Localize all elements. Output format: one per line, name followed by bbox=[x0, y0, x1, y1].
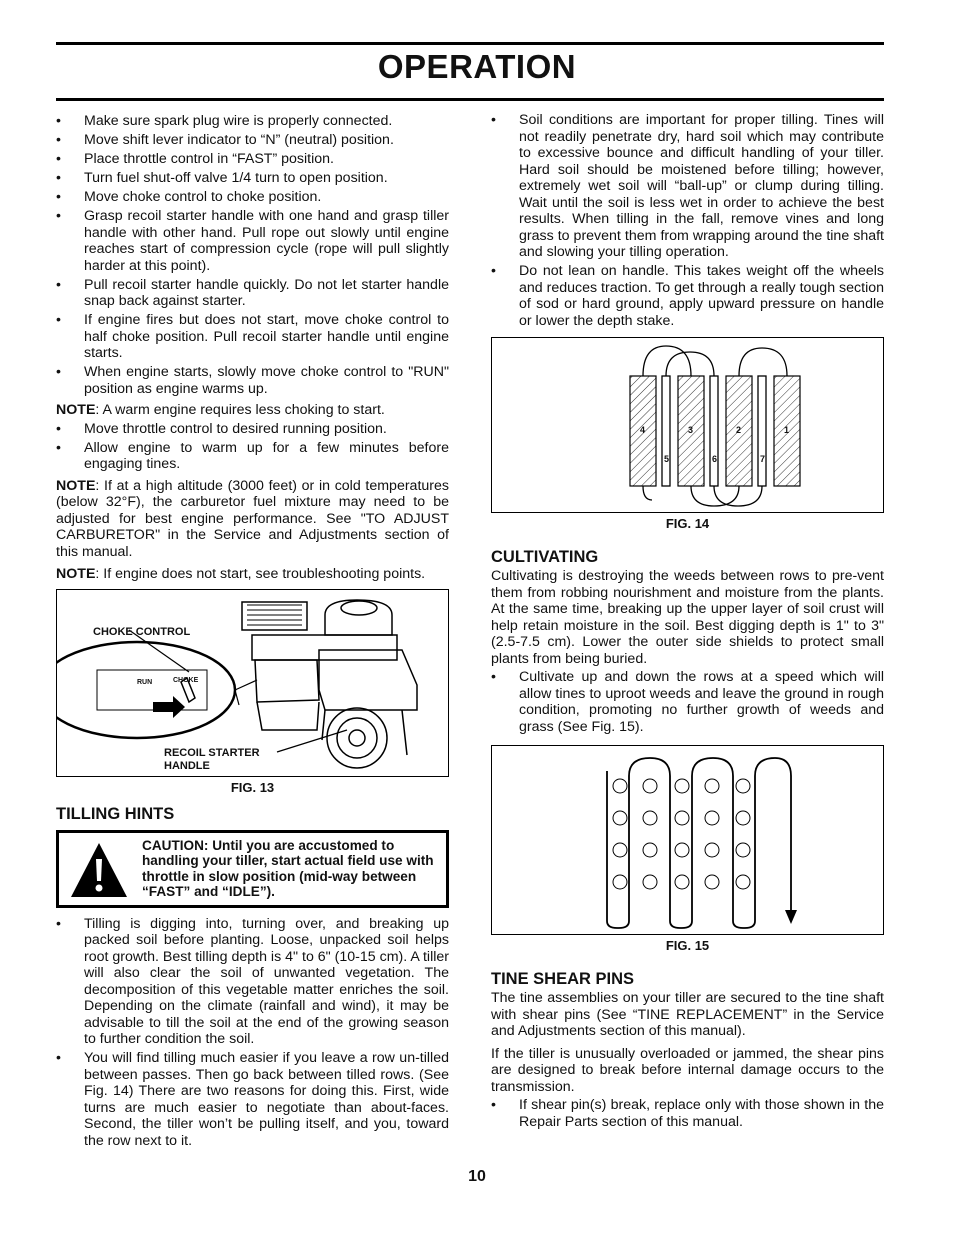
note-label: NOTE bbox=[56, 402, 96, 418]
row-label: 1 bbox=[784, 425, 790, 435]
list-item: • If shear pin(s) break, replace only with those shown in the Repair Parts section of this manual. bbox=[491, 1097, 884, 1130]
list-item: • Soil conditions are important for proper tilling. Tines will not readily penetrate dry, hard soil which may contribute to excessive bounce and difficult handling of your tiller. Hard soil should be moistened before tilling; however, extremely wet soil will “ball-up” or clump during tilling. Wait until the soil is less wet in order to achieve the best results. When tilling in the fall, remove vines and long grass to prevent them from wrapping around the tine shaft and slowing your tilling operation. bbox=[491, 112, 884, 261]
shear-bullets bbox=[491, 1097, 884, 1130]
list-item: • Move throttle control to desired running position. bbox=[56, 421, 449, 438]
caution-text: CAUTION: Until you are accustomed to handling your tiller, start actual field use with throttle in slow position (mid-way between “FAST” and “IDLE”). bbox=[142, 837, 434, 899]
note-label: NOTE bbox=[56, 477, 96, 494]
fig13-caption: FIG. 13 bbox=[230, 779, 275, 795]
note-text: : If at a high altitude (3000 feet) or in cold temperatures (below 32°F), the carburetor fuel mixture may need to be adjusted for best engine performance. See "TO ADJUST CARBURETOR" in the Service and Adjustments section of this manual. bbox=[56, 477, 449, 560]
list-item: • Make sure spark plug wire is properly connected. bbox=[56, 113, 449, 130]
recoil-label-line2: HANDLE bbox=[164, 759, 210, 772]
list-item: • Pull recoil starter handle quickly. Do not let starter handle snap back against starter. bbox=[56, 277, 449, 310]
caution-box bbox=[56, 830, 449, 908]
fig15-caption: FIG. 15 bbox=[665, 938, 710, 953]
soil-bullets bbox=[491, 112, 884, 329]
list-item: • Do not lean on handle. This takes weight off the wheels and reduces traction. To get through a really tough section of sod or hard ground, apply upward pressure on handle or lower the depth stake. bbox=[491, 263, 884, 329]
list-item: • You will find tilling much easier if you leave a row un-tilled between passes. Then go back between tilled rows. (See Fig. 14) There are two reasons for doing this. First, wide turns are much easier to negotiate than about-faces. Second, the tiller won’t be pulling itself, and you, toward the row next to it. bbox=[56, 1050, 449, 1149]
cultivation-path-diagram bbox=[492, 746, 882, 933]
row-pattern-diagram bbox=[492, 338, 882, 511]
cultivating-bullets bbox=[491, 669, 884, 735]
note-troubleshooting bbox=[56, 566, 449, 583]
shear-paragraph-2: If the tiller is unusually overloaded or jammed, the shear pins are designed to break before internal damage occurs to the transmission. bbox=[491, 1045, 884, 1095]
note-label: NOTE bbox=[56, 566, 96, 582]
cultivating-paragraph: Cultivating is destroying the weeds between rows to pre-vent them from robbing nourishment and moisture from the plants. At the same time, breaking up the upper layer of soil crust will help retain moisture in the soil. Best digging depth is 1" to 3" (2.5-7.5 cm). Lower the outer side shields to protect small plants from being buried. bbox=[491, 568, 884, 667]
page-number: 10 bbox=[468, 1168, 486, 1185]
page-title: OPERATION bbox=[377, 48, 577, 85]
choke-control-label: CHOKE CONTROL bbox=[93, 625, 191, 638]
list-item: • Grasp recoil starter handle with one hand and grasp tiller handle with other hand. Pull rope out slowly until engine reaches start of compression cycle (rope will pull slightly harder at this point). bbox=[56, 208, 449, 274]
note-warm-engine bbox=[56, 402, 449, 419]
left-column bbox=[56, 113, 449, 1152]
list-item: • Tilling is digging into, turning over, and breaking up packed soil before planting. Loose, unpacked soil helps root growth. Best tilling depth is 4" to 6" (10-15 cm). A tiller will also clear the soil of unwanted vegetation. The decomposition of this vegetable matter enriches the soil. Depending on the climate (rainfall and wind), it may be advisable to till the soil at the end of the growing season to further condition the soil. bbox=[56, 916, 449, 1048]
row-label: 2 bbox=[736, 425, 742, 435]
list-item: • Allow engine to warm up for a few minutes before engaging tines. bbox=[56, 440, 449, 473]
fig14-caption: FIG. 14 bbox=[665, 516, 710, 531]
tilling-bullets bbox=[56, 916, 449, 1150]
cultivating-heading: CULTIVATING bbox=[491, 547, 599, 566]
start-steps-list bbox=[56, 113, 449, 397]
figure-15 bbox=[491, 745, 884, 935]
top-rule bbox=[56, 42, 884, 45]
row-label: 4 bbox=[640, 425, 646, 435]
recoil-label-line1: RECOIL STARTER bbox=[164, 746, 260, 759]
row-label: 3 bbox=[688, 425, 694, 435]
list-item: • Cultivate up and down the rows at a speed which will allow tines to uproot weeds and leave the ground in rough condition, promoting no further growth of weeds and grass (See Fig. 15). bbox=[491, 669, 884, 735]
title-underline bbox=[56, 98, 884, 101]
list-item: • Place throttle control in “FAST” position. bbox=[56, 151, 449, 168]
note-text: : If engine does not start, see troubleshooting points. bbox=[95, 566, 426, 582]
gap-label: 6 bbox=[712, 454, 718, 464]
list-item: • Move shift lever indicator to “N” (neutral) position. bbox=[56, 132, 449, 149]
tilling-hints-heading: TILLING HINTS bbox=[56, 805, 175, 823]
run-label: RUN bbox=[137, 678, 153, 686]
choke-small-label: CHOKE bbox=[173, 676, 199, 684]
note-altitude bbox=[56, 478, 449, 561]
figure-14 bbox=[491, 337, 884, 513]
list-item: • When engine starts, slowly move choke control to "RUN" position as engine warms up. bbox=[56, 364, 449, 397]
list-item: • If engine fires but does not start, move choke control to half choke position. Pull recoil starter handle until engine starts. bbox=[56, 312, 449, 362]
list-item: • Move choke control to choke position. bbox=[56, 189, 449, 206]
shear-paragraph-1: The tine assemblies on your tiller are secured to the tine shaft with shear pins (See “TINE REPLACEMENT” in the Service and Adjustments section of this manual). bbox=[491, 990, 884, 1039]
warning-icon bbox=[69, 841, 129, 901]
list-item: • Turn fuel shut-off valve 1/4 turn to open position. bbox=[56, 170, 449, 187]
gap-label: 7 bbox=[760, 454, 766, 464]
note-text: : A warm engine requires less choking to start. bbox=[95, 402, 385, 418]
right-column bbox=[491, 112, 884, 1133]
tine-shear-pins-heading: TINE SHEAR PINS bbox=[491, 969, 635, 988]
warm-steps-list bbox=[56, 421, 449, 473]
figure-13 bbox=[56, 589, 449, 777]
gap-label: 5 bbox=[664, 454, 670, 464]
